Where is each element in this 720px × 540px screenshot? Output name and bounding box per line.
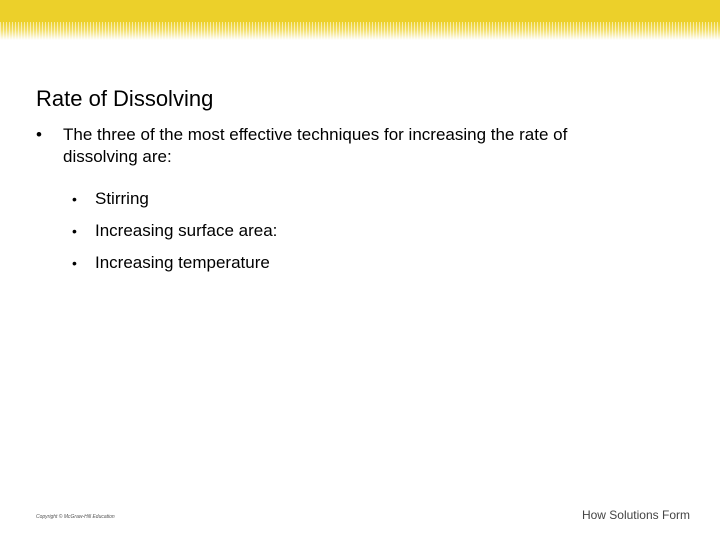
copyright-notice: Copyright © McGraw-Hill Education	[36, 514, 115, 520]
list-item-text: Increasing temperature	[95, 253, 270, 272]
list-item-text: Increasing surface area:	[95, 221, 278, 240]
intro-bullet	[36, 124, 636, 168]
bullet-dot-icon: •	[72, 191, 77, 207]
intro-bullet-text: The three of the most effective techniques for increasing the rate of dissolving are:	[63, 125, 568, 166]
slide-title: Rate of Dissolving	[36, 86, 214, 111]
list-item	[72, 188, 636, 210]
list-item	[72, 252, 636, 274]
bullet-dot-icon: •	[72, 255, 77, 271]
bullet-dot-icon: •	[36, 125, 42, 144]
bullet-dot-icon: •	[72, 223, 77, 239]
header-band	[0, 0, 720, 40]
bullet-list	[36, 124, 636, 284]
list-item	[72, 220, 636, 242]
sub-bullet-list	[36, 188, 636, 274]
list-item-text: Stirring	[95, 189, 149, 208]
section-label: How Solutions Form	[581, 508, 690, 522]
